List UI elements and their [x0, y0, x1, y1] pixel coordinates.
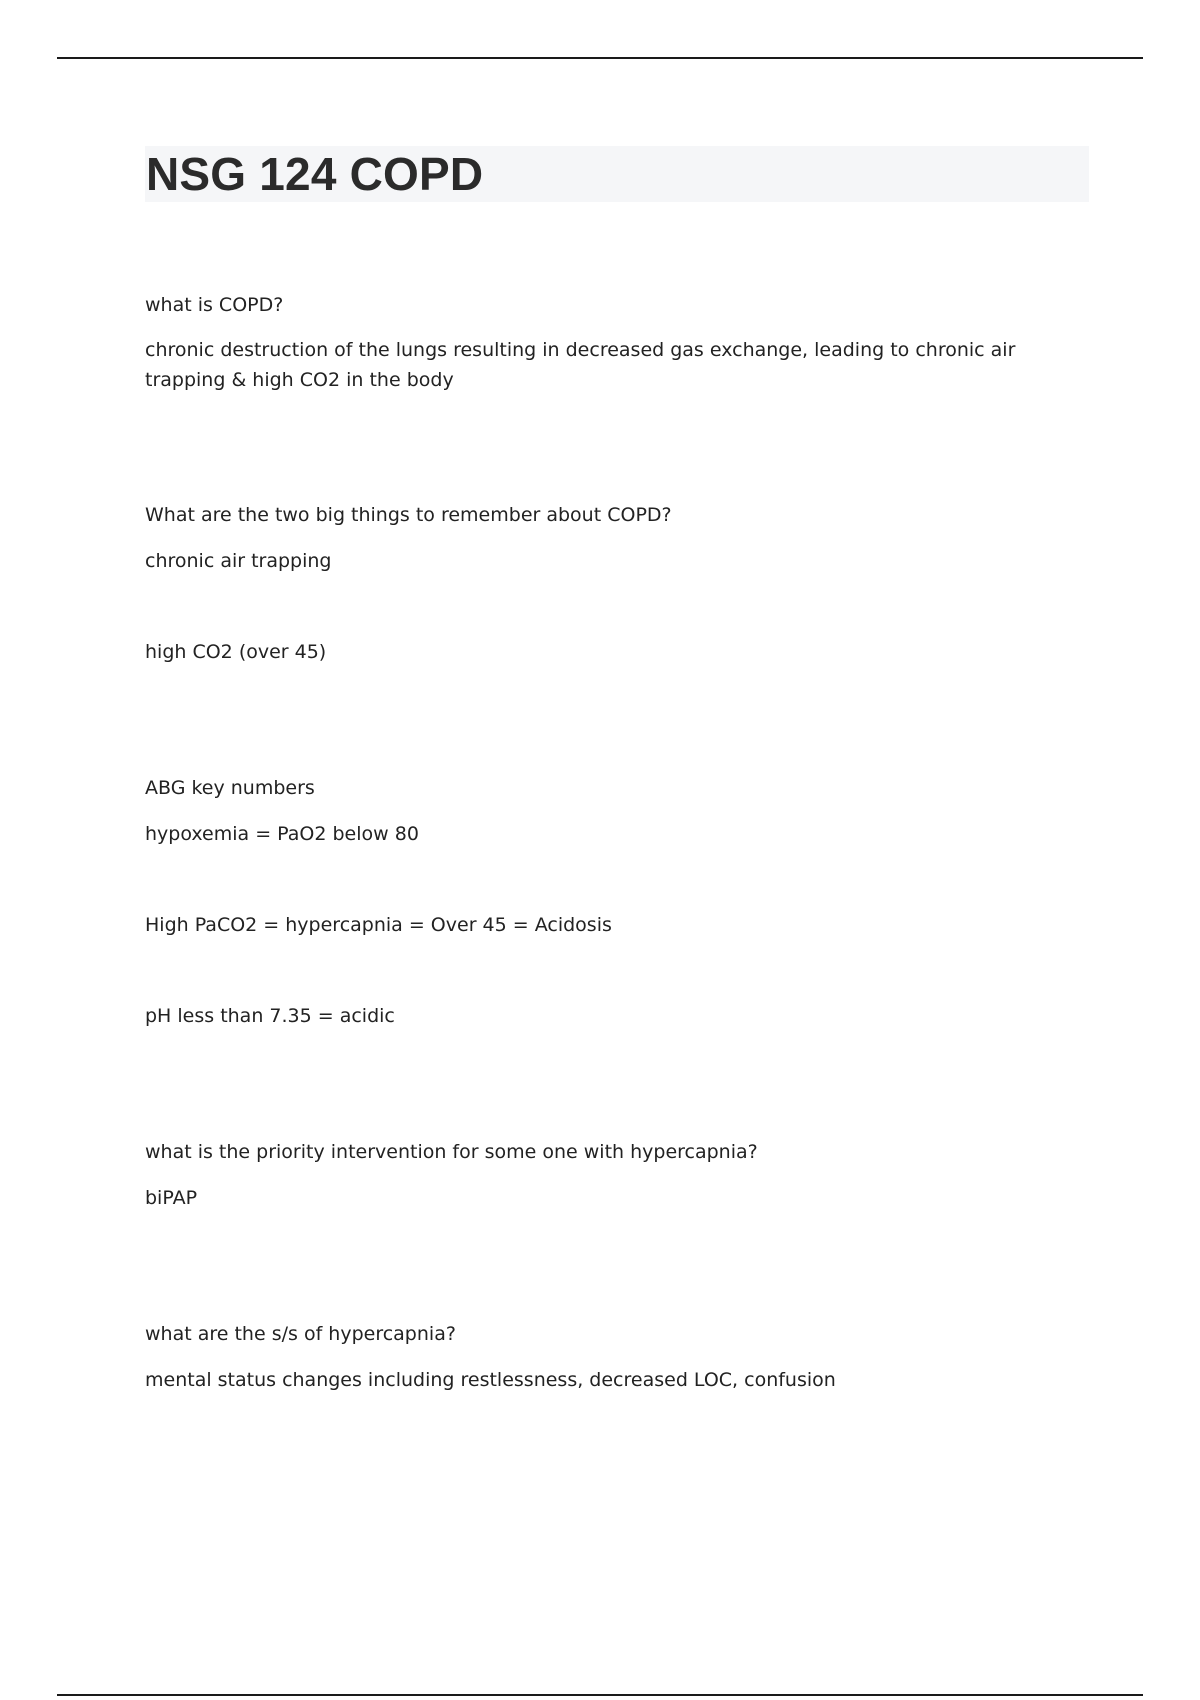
- question-5: what are the s/s of hypercapnia?: [145, 1323, 456, 1345]
- answer-3-line-3: pH less than 7.35 = acidic: [145, 1005, 395, 1027]
- question-2: What are the two big things to remember about COPD?: [145, 504, 672, 526]
- question-1: what is COPD?: [145, 294, 284, 316]
- answer-5: mental status changes including restlessness, decreased LOC, confusion: [145, 1369, 836, 1391]
- answer-2-line-2: high CO2 (over 45): [145, 641, 327, 663]
- bottom-rule: [57, 1694, 1143, 1696]
- top-rule: [57, 57, 1143, 59]
- answer-2-line-1: chronic air trapping: [145, 550, 332, 572]
- answer-3-line-2: High PaCO2 = hypercapnia = Over 45 = Acidosis: [145, 914, 612, 936]
- document-title: NSG 124 COPD: [146, 148, 484, 200]
- answer-1: chronic destruction of the lungs resulting in decreased gas exchange, leading to chronic air trapping & high CO2 in the body: [145, 339, 1016, 391]
- question-4: what is the priority intervention for some one with hypercapnia?: [145, 1141, 758, 1163]
- answer-3-line-1: hypoxemia = PaO2 below 80: [145, 823, 419, 845]
- question-3: ABG key numbers: [145, 777, 315, 799]
- answer-4: biPAP: [145, 1187, 198, 1209]
